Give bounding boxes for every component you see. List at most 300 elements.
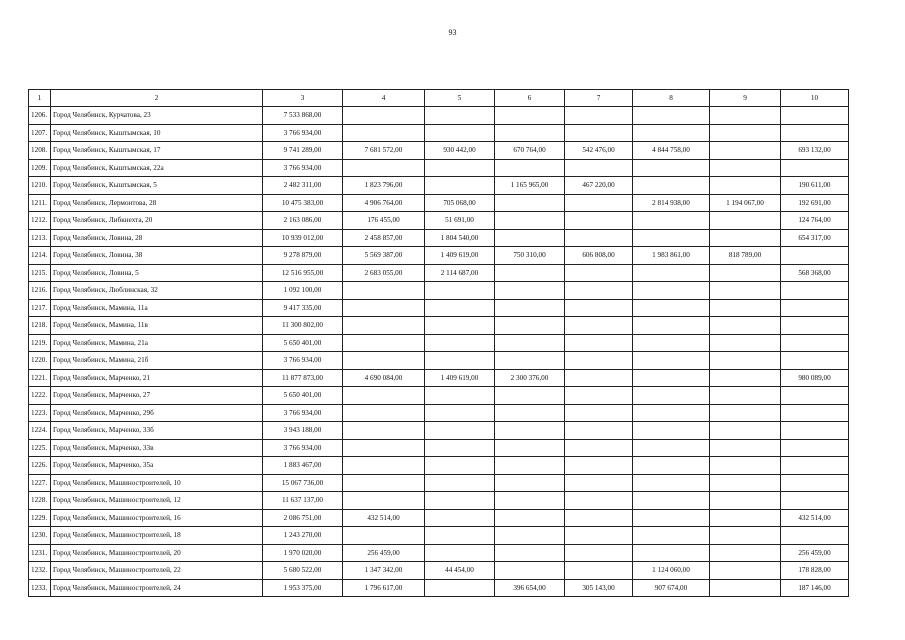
value-cell — [343, 282, 425, 300]
row-number: 1213. — [29, 229, 51, 247]
value-cell — [633, 352, 710, 370]
value-cell — [633, 439, 710, 457]
page-number: 93 — [448, 28, 457, 37]
value-cell: 2 458 857,00 — [343, 229, 425, 247]
column-header: 7 — [565, 90, 633, 107]
value-cell — [425, 177, 495, 195]
value-cell: 654 317,00 — [781, 229, 849, 247]
address-cell: Город Челябинск, Мамина, 11в — [51, 317, 263, 335]
value-cell — [781, 299, 849, 317]
value-cell — [495, 492, 565, 510]
value-cell: 2 114 687,00 — [425, 264, 495, 282]
value-cell — [343, 492, 425, 510]
value-cell — [710, 299, 781, 317]
row-number: 1217. — [29, 299, 51, 317]
row-number: 1207. — [29, 124, 51, 142]
value-cell — [710, 509, 781, 527]
value-cell: 1 194 067,00 — [710, 194, 781, 212]
table-row — [29, 299, 849, 317]
value-cell — [710, 422, 781, 440]
column-header: 3 — [263, 90, 343, 107]
column-header: 9 — [710, 90, 781, 107]
row-number: 1224. — [29, 422, 51, 440]
value-cell: 1 823 796,00 — [343, 177, 425, 195]
value-cell: 606 808,00 — [565, 247, 633, 265]
value-cell — [425, 107, 495, 125]
value-cell — [425, 457, 495, 475]
address-cell: Город Челябинск, Либкнехта, 20 — [51, 212, 263, 230]
value-cell — [565, 299, 633, 317]
value-cell — [565, 474, 633, 492]
value-cell — [425, 352, 495, 370]
value-cell — [633, 334, 710, 352]
value-cell: 930 442,00 — [425, 142, 495, 160]
value-cell — [781, 422, 849, 440]
value-cell — [565, 107, 633, 125]
value-cell — [343, 334, 425, 352]
value-cell — [495, 544, 565, 562]
value-cell — [781, 527, 849, 545]
value-cell — [425, 124, 495, 142]
address-cell: Город Челябинск, Мамина, 11а — [51, 299, 263, 317]
value-cell — [781, 404, 849, 422]
value-cell: 178 828,00 — [781, 562, 849, 580]
address-cell: Город Челябинск, Марченко, 33б — [51, 422, 263, 440]
value-cell: 907 674,00 — [633, 579, 710, 597]
row-number: 1220. — [29, 352, 51, 370]
column-header: 6 — [495, 90, 565, 107]
row-number: 1221. — [29, 369, 51, 387]
value-cell: 44 454,00 — [425, 562, 495, 580]
table-row — [29, 404, 849, 422]
address-cell: Город Челябинск, Люблинская, 32 — [51, 282, 263, 300]
value-cell — [565, 492, 633, 510]
row-number: 1227. — [29, 474, 51, 492]
value-cell — [495, 194, 565, 212]
value-cell: 256 459,00 — [781, 544, 849, 562]
value-cell — [710, 474, 781, 492]
row-number: 1208. — [29, 142, 51, 160]
value-cell — [633, 124, 710, 142]
value-cell: 3 943 188,00 — [263, 422, 343, 440]
value-cell: 124 764,00 — [781, 212, 849, 230]
value-cell — [633, 229, 710, 247]
table-row — [29, 334, 849, 352]
value-cell — [565, 124, 633, 142]
value-cell: 1 983 861,00 — [633, 247, 710, 265]
value-cell — [565, 159, 633, 177]
table-row — [29, 107, 849, 125]
value-cell — [633, 457, 710, 475]
value-cell — [425, 492, 495, 510]
column-header: 2 — [51, 90, 263, 107]
value-cell — [565, 369, 633, 387]
value-cell — [710, 264, 781, 282]
table-row — [29, 439, 849, 457]
value-cell — [495, 264, 565, 282]
value-cell: 12 516 955,00 — [263, 264, 343, 282]
value-cell — [425, 317, 495, 335]
value-cell: 9 278 879,00 — [263, 247, 343, 265]
address-cell: Город Челябинск, Кыштымская, 10 — [51, 124, 263, 142]
value-cell — [565, 544, 633, 562]
row-number: 1209. — [29, 159, 51, 177]
address-cell: Город Челябинск, Ловина, 5 — [51, 264, 263, 282]
value-cell — [710, 527, 781, 545]
value-cell — [710, 492, 781, 510]
value-cell: 396 654,00 — [495, 579, 565, 597]
value-cell — [495, 124, 565, 142]
value-cell — [495, 457, 565, 475]
value-cell: 1 409 619,00 — [425, 247, 495, 265]
value-cell: 2 683 055,00 — [343, 264, 425, 282]
value-cell — [495, 352, 565, 370]
table-row — [29, 579, 849, 597]
value-cell: 4 844 758,00 — [633, 142, 710, 160]
address-cell: Город Челябинск, Машиностроителей, 18 — [51, 527, 263, 545]
value-cell — [343, 404, 425, 422]
value-cell — [710, 282, 781, 300]
value-cell — [633, 544, 710, 562]
value-cell — [633, 404, 710, 422]
value-cell — [710, 212, 781, 230]
table-row — [29, 544, 849, 562]
value-cell: 10 939 012,00 — [263, 229, 343, 247]
value-cell — [343, 422, 425, 440]
value-cell — [710, 229, 781, 247]
table-row — [29, 177, 849, 195]
value-cell — [425, 579, 495, 597]
value-cell — [425, 282, 495, 300]
address-cell: Город Челябинск, Марченко, 29б — [51, 404, 263, 422]
value-cell: 5 680 522,00 — [263, 562, 343, 580]
value-cell — [710, 457, 781, 475]
row-number: 1233. — [29, 579, 51, 597]
value-cell — [710, 352, 781, 370]
value-cell — [633, 264, 710, 282]
value-cell: 1 409 619,00 — [425, 369, 495, 387]
value-cell: 568 368,00 — [781, 264, 849, 282]
value-cell — [495, 387, 565, 405]
value-cell — [425, 422, 495, 440]
row-number: 1229. — [29, 509, 51, 527]
address-cell: Город Челябинск, Машиностроителей, 22 — [51, 562, 263, 580]
row-number: 1225. — [29, 439, 51, 457]
value-cell — [633, 212, 710, 230]
address-cell: Город Челябинск, Машиностроителей, 16 — [51, 509, 263, 527]
value-cell — [495, 562, 565, 580]
value-cell — [495, 299, 565, 317]
value-cell — [495, 509, 565, 527]
value-cell: 1 883 467,00 — [263, 457, 343, 475]
value-cell: 1 953 375,00 — [263, 579, 343, 597]
value-cell — [565, 229, 633, 247]
value-cell — [633, 282, 710, 300]
value-cell — [710, 159, 781, 177]
value-cell — [710, 317, 781, 335]
value-cell — [710, 562, 781, 580]
table-row — [29, 229, 849, 247]
value-cell — [565, 194, 633, 212]
value-cell: 467 220,00 — [565, 177, 633, 195]
value-cell — [781, 334, 849, 352]
row-number: 1228. — [29, 492, 51, 510]
value-cell: 705 068,00 — [425, 194, 495, 212]
value-cell: 1 970 020,00 — [263, 544, 343, 562]
value-cell — [710, 142, 781, 160]
value-cell — [781, 474, 849, 492]
value-cell — [495, 527, 565, 545]
value-cell — [565, 404, 633, 422]
table-row — [29, 247, 849, 265]
table-header-row — [29, 90, 849, 107]
value-cell — [495, 334, 565, 352]
value-cell: 10 475 383,00 — [263, 194, 343, 212]
address-cell: Город Челябинск, Машиностроителей, 24 — [51, 579, 263, 597]
row-number: 1219. — [29, 334, 51, 352]
value-cell — [343, 387, 425, 405]
value-cell — [565, 527, 633, 545]
value-cell — [565, 509, 633, 527]
value-cell: 980 089,00 — [781, 369, 849, 387]
value-cell — [633, 159, 710, 177]
value-cell — [565, 439, 633, 457]
value-cell — [633, 474, 710, 492]
value-cell — [710, 404, 781, 422]
row-number: 1231. — [29, 544, 51, 562]
value-cell — [343, 317, 425, 335]
value-cell — [781, 492, 849, 510]
row-number: 1210. — [29, 177, 51, 195]
value-cell — [710, 544, 781, 562]
row-number: 1216. — [29, 282, 51, 300]
value-cell — [710, 387, 781, 405]
value-cell: 693 132,00 — [781, 142, 849, 160]
value-cell: 2 482 311,00 — [263, 177, 343, 195]
value-cell — [495, 422, 565, 440]
value-cell — [495, 229, 565, 247]
value-cell: 2 163 086,00 — [263, 212, 343, 230]
table-row — [29, 317, 849, 335]
value-cell — [425, 439, 495, 457]
value-cell: 1 243 270,00 — [263, 527, 343, 545]
value-cell — [495, 212, 565, 230]
value-cell: 187 146,00 — [781, 579, 849, 597]
value-cell — [633, 492, 710, 510]
table-row — [29, 142, 849, 160]
value-cell — [343, 527, 425, 545]
column-header: 4 — [343, 90, 425, 107]
value-cell — [495, 317, 565, 335]
value-cell — [633, 509, 710, 527]
value-cell: 3 766 934,00 — [263, 124, 343, 142]
value-cell: 1 796 617,00 — [343, 579, 425, 597]
data-table — [28, 89, 849, 597]
value-cell: 51 691,00 — [425, 212, 495, 230]
value-cell — [425, 527, 495, 545]
value-cell — [633, 422, 710, 440]
value-cell: 1 804 540,00 — [425, 229, 495, 247]
value-cell — [565, 457, 633, 475]
row-number: 1222. — [29, 387, 51, 405]
value-cell — [495, 404, 565, 422]
value-cell — [633, 527, 710, 545]
value-cell: 1 092 100,00 — [263, 282, 343, 300]
value-cell: 15 067 736,00 — [263, 474, 343, 492]
value-cell: 4 690 084,00 — [343, 369, 425, 387]
value-cell — [565, 264, 633, 282]
value-cell — [710, 177, 781, 195]
row-number: 1230. — [29, 527, 51, 545]
value-cell — [781, 387, 849, 405]
value-cell: 192 691,00 — [781, 194, 849, 212]
table-row — [29, 194, 849, 212]
value-cell: 3 766 934,00 — [263, 404, 343, 422]
value-cell — [343, 299, 425, 317]
address-cell: Город Челябинск, Кыштымская, 5 — [51, 177, 263, 195]
table-row — [29, 212, 849, 230]
value-cell: 9 741 289,00 — [263, 142, 343, 160]
address-cell: Город Челябинск, Кыштымская, 17 — [51, 142, 263, 160]
table-row — [29, 352, 849, 370]
row-number: 1211. — [29, 194, 51, 212]
address-cell: Город Челябинск, Лермонтова, 28 — [51, 194, 263, 212]
value-cell — [343, 159, 425, 177]
value-cell — [495, 282, 565, 300]
value-cell: 1 347 342,00 — [343, 562, 425, 580]
value-cell — [565, 562, 633, 580]
value-cell: 3 766 934,00 — [263, 159, 343, 177]
value-cell: 305 143,00 — [565, 579, 633, 597]
value-cell — [343, 474, 425, 492]
value-cell: 190 611,00 — [781, 177, 849, 195]
table-row — [29, 124, 849, 142]
value-cell: 7 681 572,00 — [343, 142, 425, 160]
value-cell — [633, 177, 710, 195]
row-number: 1215. — [29, 264, 51, 282]
row-number: 1218. — [29, 317, 51, 335]
value-cell — [343, 457, 425, 475]
value-cell — [781, 439, 849, 457]
table-row — [29, 562, 849, 580]
table-row — [29, 457, 849, 475]
column-header: 1 — [29, 90, 51, 107]
value-cell — [425, 509, 495, 527]
value-cell: 818 789,00 — [710, 247, 781, 265]
address-cell: Город Челябинск, Машиностроителей, 20 — [51, 544, 263, 562]
value-cell — [425, 387, 495, 405]
column-header: 8 — [633, 90, 710, 107]
value-cell — [495, 474, 565, 492]
value-cell: 176 455,00 — [343, 212, 425, 230]
value-cell — [781, 352, 849, 370]
value-cell: 750 310,00 — [495, 247, 565, 265]
value-cell — [425, 299, 495, 317]
value-cell — [633, 299, 710, 317]
value-cell: 2 086 751,00 — [263, 509, 343, 527]
table-body — [29, 107, 849, 597]
value-cell: 7 533 868,00 — [263, 107, 343, 125]
value-cell — [495, 439, 565, 457]
value-cell: 1 124 060,00 — [633, 562, 710, 580]
value-cell: 4 906 764,00 — [343, 194, 425, 212]
table-row — [29, 527, 849, 545]
value-cell — [495, 107, 565, 125]
value-cell: 1 165 965,00 — [495, 177, 565, 195]
address-cell: Город Челябинск, Марченко, 21 — [51, 369, 263, 387]
value-cell — [425, 159, 495, 177]
address-cell: Город Челябинск, Марченко, 27 — [51, 387, 263, 405]
row-number: 1232. — [29, 562, 51, 580]
value-cell — [343, 124, 425, 142]
table-row — [29, 264, 849, 282]
address-cell: Город Челябинск, Курчатова, 23 — [51, 107, 263, 125]
table-row — [29, 159, 849, 177]
value-cell — [710, 439, 781, 457]
value-cell — [425, 404, 495, 422]
row-number: 1223. — [29, 404, 51, 422]
value-cell: 5 650 401,00 — [263, 387, 343, 405]
value-cell — [343, 439, 425, 457]
value-cell — [710, 579, 781, 597]
value-cell — [633, 107, 710, 125]
column-header: 5 — [425, 90, 495, 107]
value-cell — [565, 387, 633, 405]
value-cell: 432 514,00 — [781, 509, 849, 527]
value-cell — [633, 369, 710, 387]
address-cell: Город Челябинск, Ловина, 38 — [51, 247, 263, 265]
row-number: 1212. — [29, 212, 51, 230]
address-cell: Город Челябинск, Мамина, 21а — [51, 334, 263, 352]
value-cell — [565, 282, 633, 300]
value-cell: 11 637 137,00 — [263, 492, 343, 510]
value-cell — [343, 352, 425, 370]
table-row — [29, 422, 849, 440]
value-cell — [781, 124, 849, 142]
address-cell: Город Челябинск, Марченко, 33в — [51, 439, 263, 457]
value-cell: 11 877 873,00 — [263, 369, 343, 387]
value-cell — [633, 387, 710, 405]
table-row — [29, 492, 849, 510]
value-cell — [633, 317, 710, 335]
value-cell: 3 766 934,00 — [263, 439, 343, 457]
value-cell — [781, 457, 849, 475]
address-cell: Город Челябинск, Марченко, 35а — [51, 457, 263, 475]
value-cell — [710, 334, 781, 352]
table-row — [29, 387, 849, 405]
row-number: 1206. — [29, 107, 51, 125]
value-cell: 3 766 934,00 — [263, 352, 343, 370]
value-cell — [425, 334, 495, 352]
table-row — [29, 282, 849, 300]
value-cell: 11 300 802,00 — [263, 317, 343, 335]
address-cell: Город Челябинск, Ловина, 28 — [51, 229, 263, 247]
value-cell — [781, 247, 849, 265]
value-cell — [565, 334, 633, 352]
value-cell — [781, 159, 849, 177]
address-cell: Город Челябинск, Мамина, 21б — [51, 352, 263, 370]
value-cell: 5 569 387,00 — [343, 247, 425, 265]
value-cell: 9 417 335,00 — [263, 299, 343, 317]
value-cell — [565, 212, 633, 230]
table-row — [29, 474, 849, 492]
value-cell — [495, 159, 565, 177]
value-cell — [425, 474, 495, 492]
table-row — [29, 369, 849, 387]
value-cell — [781, 282, 849, 300]
table-row — [29, 509, 849, 527]
value-cell — [565, 422, 633, 440]
